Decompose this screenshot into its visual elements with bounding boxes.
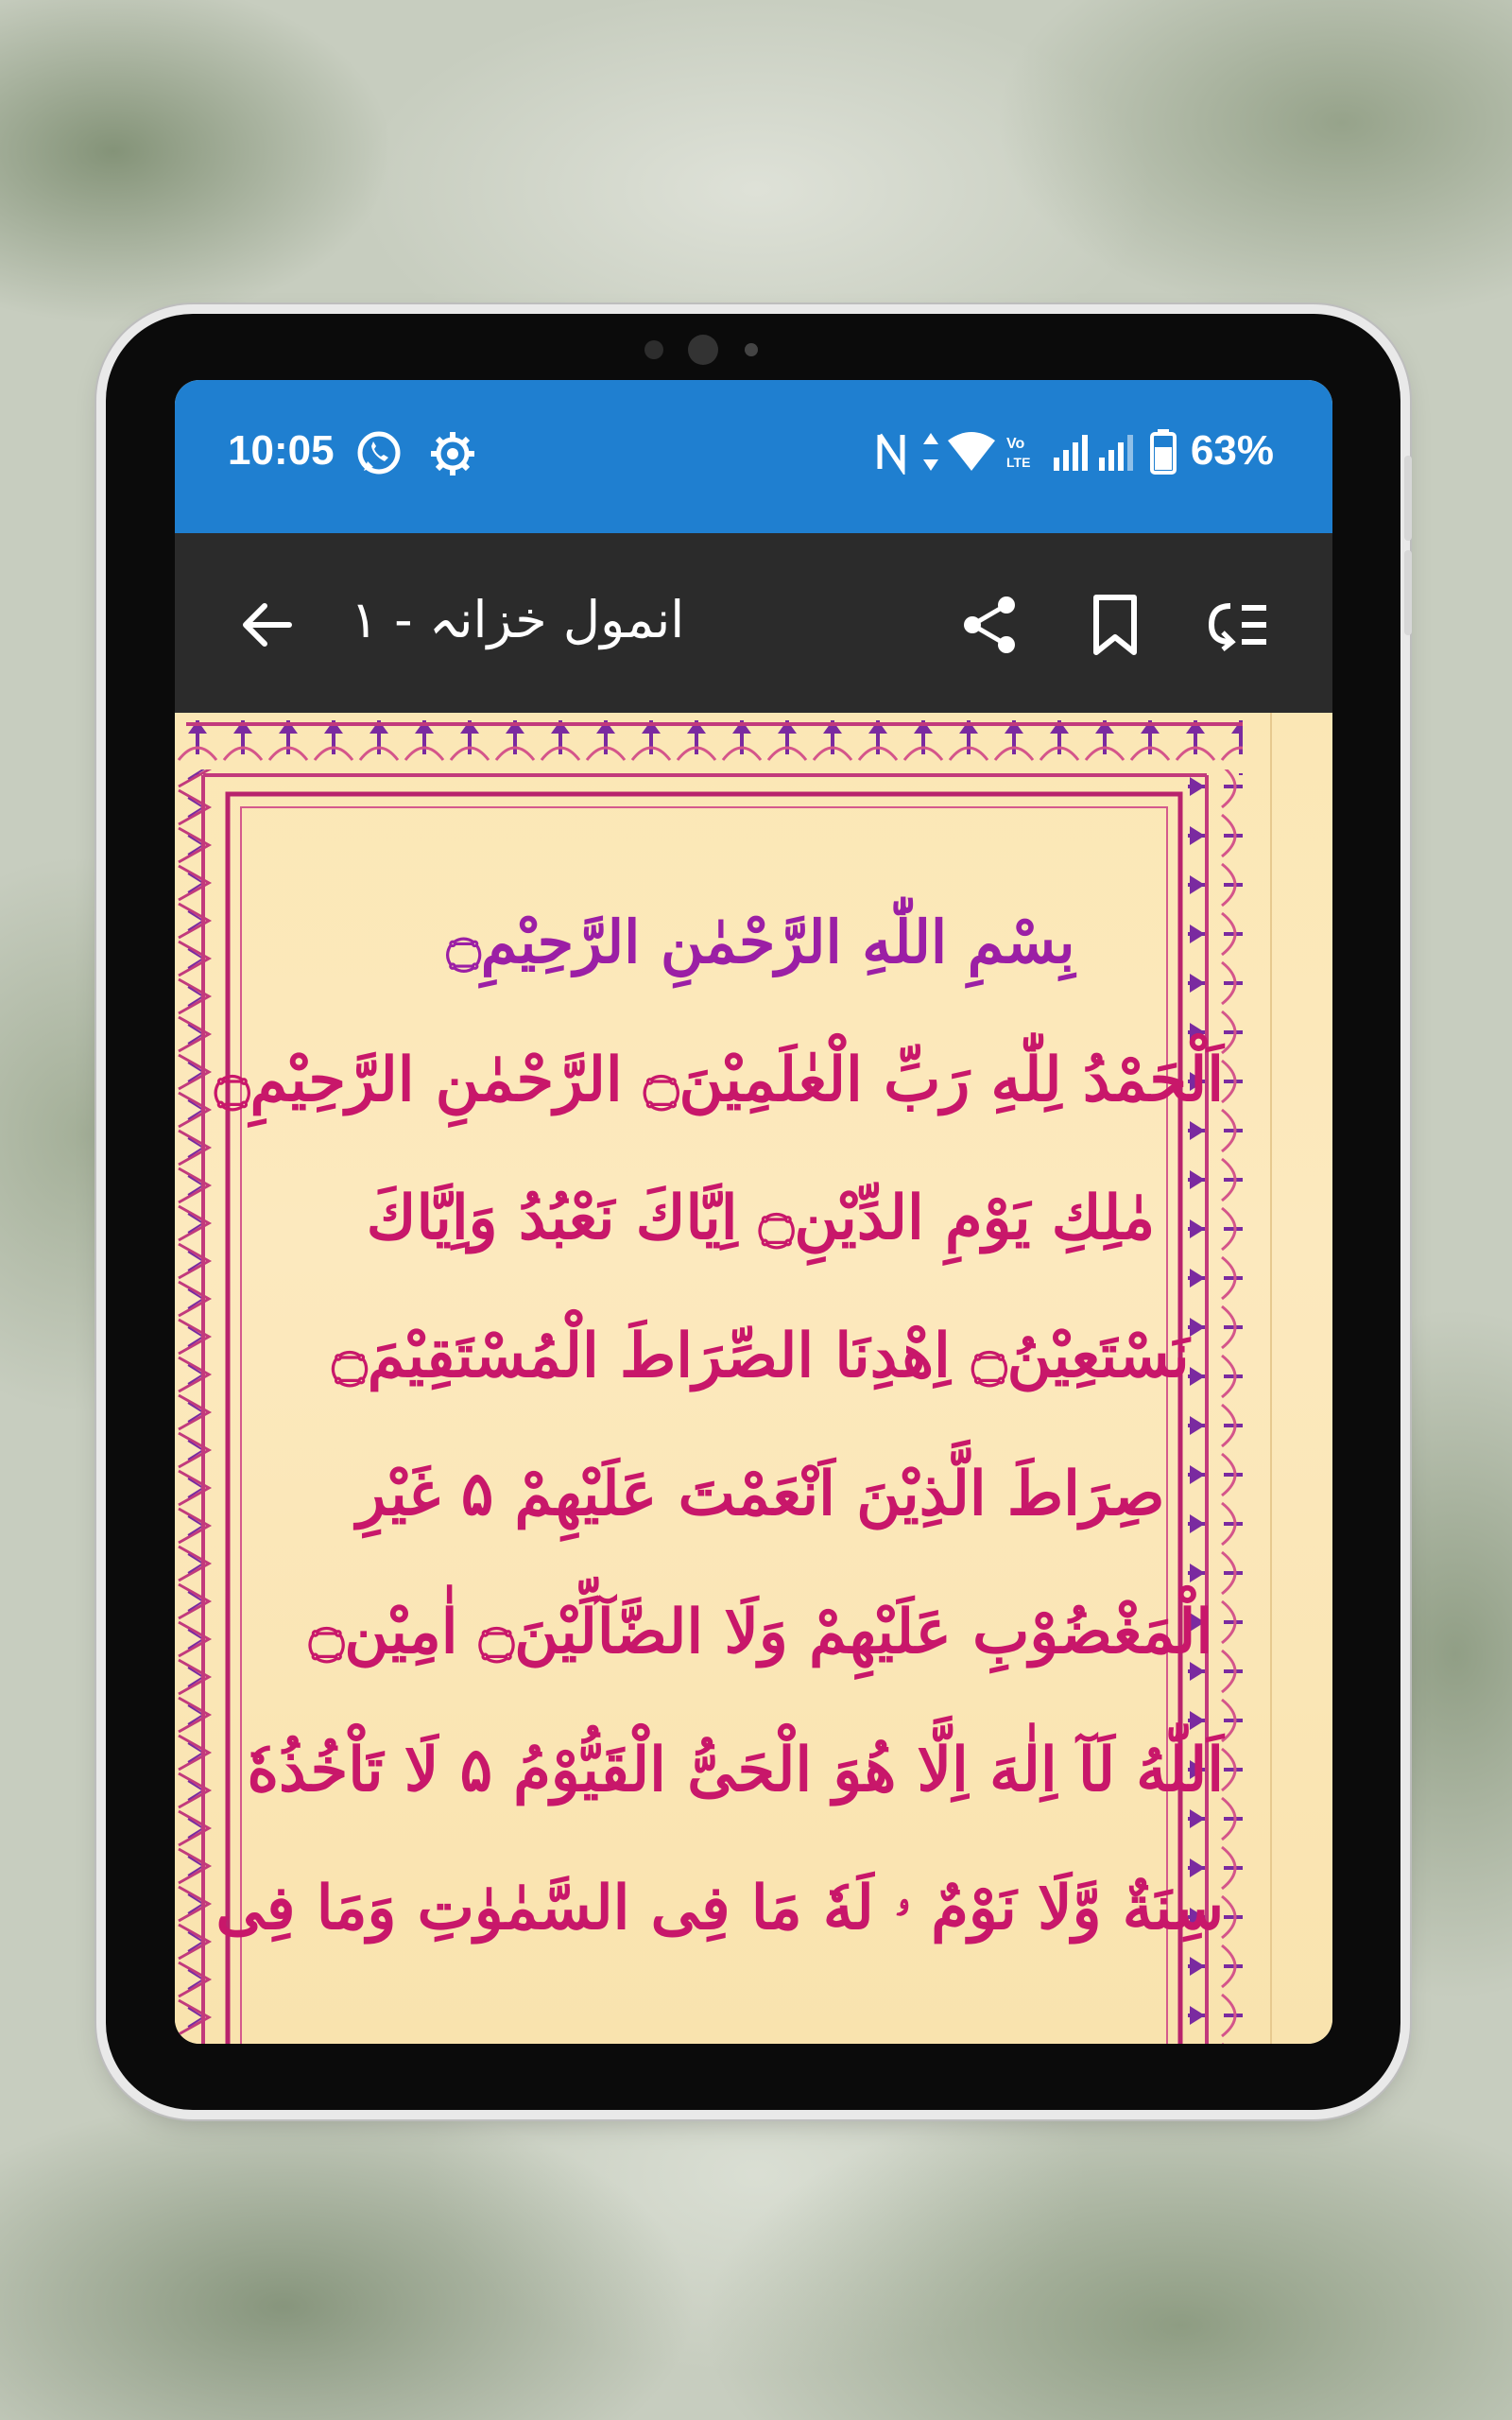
arrow-left-icon: [236, 595, 297, 655]
verse-line: سِنَةٌ وَّلَا نَوْمٌ ۥ لَهٗ مَا فِى السَّمٰوٰتِ وَمَا فِى: [215, 1873, 1224, 1944]
verse-line: صِرَاطَ الَّذِيْنَ اَنْعَمْتَ عَلَيْهِمْ ۵ غَيْرِ: [356, 1459, 1165, 1530]
bookmark-button[interactable]: [1073, 582, 1158, 667]
status-bar: [175, 380, 1332, 533]
app-toolbar: [175, 533, 1332, 713]
battery-icon: [1150, 429, 1177, 478]
share-button[interactable]: [948, 582, 1033, 667]
svg-text:Vo: Vo: [1006, 436, 1025, 452]
book-page[interactable]: [175, 713, 1332, 2044]
table-of-contents-button[interactable]: [1195, 582, 1280, 667]
back-button[interactable]: [224, 582, 309, 667]
bookmark-icon: [1087, 592, 1143, 658]
page-title: انمول خزانہ - ۱: [351, 590, 685, 649]
tablet-frame: [106, 314, 1400, 2110]
sensor-dot: [644, 340, 663, 359]
data-arrows-icon: [921, 429, 940, 478]
front-camera: [688, 335, 718, 365]
svg-text:LTE: LTE: [1006, 455, 1031, 470]
verse-line: الْمَغْضُوْبِ عَلَيْهِمْ وَلَا الضَّآلِّيْنَ۝ اٰمِيْن۝: [308, 1597, 1213, 1668]
whatsapp-icon: [354, 429, 404, 482]
share-icon: [957, 592, 1023, 658]
verse-line: بِسْمِ اللّٰهِ الرَّحْمٰنِ الرَّحِيْمِ۝: [446, 908, 1075, 977]
verse-line: اَللّٰهُ لَآ اِلٰهَ اِلَّا هُوَ الْحَىُّ الْقَيُّوْمُ ۵ لَا تَاْخُذُهٗ: [247, 1735, 1224, 1806]
verse-line: نَسْتَعِيْنُ۝ اِهْدِنَا الصِّرَاطَ الْمُسْتَقِيْمَ۝: [332, 1321, 1190, 1392]
status-time: 10:05: [228, 427, 335, 474]
camera-cluster: [106, 331, 1400, 369]
signal-1-icon: [1052, 429, 1093, 478]
signal-2-icon: [1097, 429, 1139, 478]
settings-gear-icon: [428, 429, 477, 482]
wifi-icon: [946, 429, 997, 478]
app-screen: [175, 380, 1332, 2044]
power-button: [1404, 550, 1412, 635]
sensor-dot-small: [745, 343, 758, 356]
toc-list-icon: [1204, 595, 1272, 655]
battery-percent: 63%: [1190, 427, 1274, 474]
verse-line: مٰلِكِ يَوْمِ الدِّيْنِ۝ اِيَّاكَ نَعْبُدُ وَاِيَّاكَ: [366, 1183, 1156, 1253]
verse-line: اَلْحَمْدُ لِلّٰهِ رَبِّ الْعٰلَمِيْنَ۝ الرَّحْمٰنِ الرَّحِيْمِ۝: [214, 1045, 1224, 1115]
quran-text-block: [214, 873, 1224, 1978]
volte-icon: [1005, 431, 1042, 476]
volume-button: [1404, 456, 1412, 541]
nfc-icon: [874, 429, 912, 478]
